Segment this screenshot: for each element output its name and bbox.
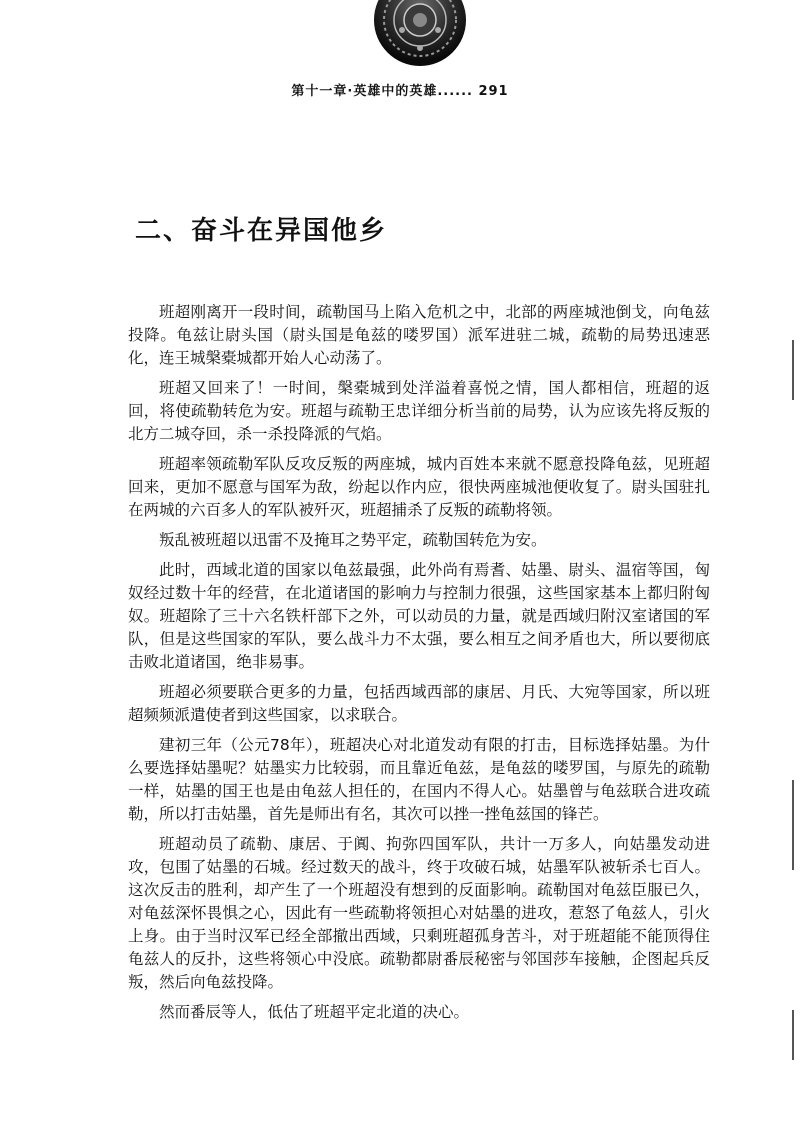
paragraph: 班超又回来了！一时间，槃橐城到处洋溢着喜悦之情，国人都相信，班超的返回，将使疏勒转危为安。班超与疏勒王忠详细分析当前的局势，认为应该先将反叛的北方二城夺回，杀一杀投降派的气焰。 xyxy=(128,379,710,443)
scan-edge-mark xyxy=(792,340,794,400)
paragraph: 班超必须要联合更多的力量，包括西域西部的康居、月氏、大宛等国家，所以班超频频派遣使者到这些国家，以求联合。 xyxy=(128,683,710,724)
paragraph: 此时，西域北道的国家以龟兹最强，此外尚有焉耆、姑墨、尉头、温宿等国，匈奴经过数十年的经营，在北道诸国的影响力与控制力很强，这些国家基本上都归附匈奴。班超除了三十六名铁杆部下之外，可以动员的力量，就是西域归附汉室诸国的军队，但是这些国家的军队，要么战斗力不太强，要么相互之间矛盾也大，所以要彻底击败北道诸国，绝非易事。 xyxy=(128,561,710,671)
running-head: 第十一章·英雄中的英雄...... 291 xyxy=(291,84,509,99)
scan-edge-mark xyxy=(792,1010,794,1060)
paragraph: 建初三年（公元78年），班超决心对北道发动有限的打击，目标选择姑墨。为什么要选择姑墨呢？姑墨实力比较弱，而且靠近龟兹，是龟兹的喽罗国，与原先的疏勒一样，姑墨的国王也是由龟兹人担任的，在国内不得人心。姑墨曾与龟兹联合进攻疏勒，所以打击姑墨，首先是师出有名，其次可以挫一挫龟兹国的锋芒。 xyxy=(128,736,710,823)
scan-edge-mark xyxy=(792,780,794,870)
paragraph: 然而番辰等人，低估了班超平定北道的决心。 xyxy=(159,1003,470,1021)
section-title: 二、奋斗在异国他乡 xyxy=(135,216,388,246)
paragraph: 班超刚离开一段时间，疏勒国马上陷入危机之中，北部的两座城池倒戈，向龟兹投降。龟兹让尉头国（尉头国是龟兹的喽罗国）派军进驻二城，疏勒的局势迅速恶化，连王城槃橐城都开始人心动荡了。 xyxy=(128,303,710,367)
paragraph: 班超率领疏勒军队反攻反叛的两座城，城内百姓本来就不愿意投降龟兹，见班超回来，更加不愿意与国军为敌，纷起以作内应，很快两座城池便收复了。尉头国驻扎在两城的六百多人的军队被歼灭，班超捕杀了反叛的疏勒将领。 xyxy=(128,455,710,519)
paragraph: 叛乱被班超以迅雷不及掩耳之势平定，疏勒国转危为安。 xyxy=(159,531,547,549)
decorative-emblem-icon xyxy=(372,0,468,68)
body-text xyxy=(128,301,710,1031)
paragraph: 班超动员了疏勒、康居、于阗、拘弥四国军队，共计一万多人，向姑墨发动进攻，包围了姑墨的石城。经过数天的战斗，终于攻破石城，姑墨军队被斩杀七百人。这次反击的胜利，却产生了一个班超没有想到的反面影响。疏勒国对龟兹臣服已久，对龟兹深怀畏惧之心，因此有一些疏勒将领担心对姑墨的进攻，惹怒了龟兹人，引火上身。由于当时汉军已经全部撤出西域，只剩班超孤身苦斗，对于班超能不能顶得住龟兹人的反扑，这些将领心中没底。疏勒都尉番辰秘密与邻国莎车接触，企图起兵反叛，然后向龟兹投降。 xyxy=(128,835,710,991)
